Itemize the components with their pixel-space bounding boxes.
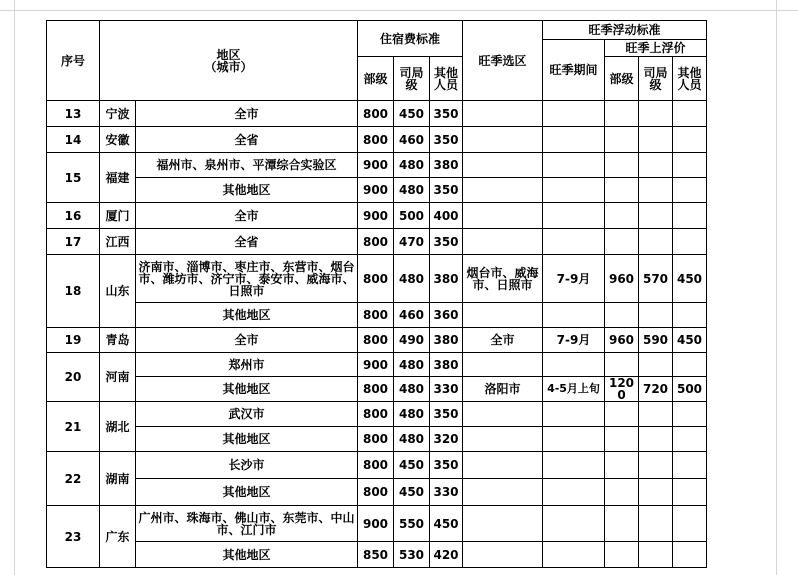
peak-ministry-cell: 960 xyxy=(605,328,639,353)
peak-ministry-cell xyxy=(605,402,639,427)
city-cell: 其他地区 xyxy=(136,178,358,203)
header-ministry: 部级 xyxy=(358,57,394,101)
peak-region-cell xyxy=(463,303,543,328)
peak-region-cell xyxy=(463,178,543,203)
seq-cell: 13 xyxy=(47,101,100,127)
city-cell: 其他地区 xyxy=(136,479,358,506)
bureau-cell: 480 xyxy=(394,427,430,452)
peak-other-cell xyxy=(673,153,707,178)
peak-other-cell xyxy=(673,178,707,203)
peak-period-cell xyxy=(543,353,605,377)
bureau-cell: 450 xyxy=(394,101,430,127)
peak-bureau-cell xyxy=(639,402,673,427)
header-region-sub: （城市） xyxy=(204,59,253,74)
peak-other-cell: 450 xyxy=(673,255,707,303)
peak-region-cell: 洛阳市 xyxy=(463,377,543,402)
ministry-cell: 800 xyxy=(358,303,394,328)
peak-bureau-cell: 570 xyxy=(639,255,673,303)
peak-period-cell xyxy=(543,178,605,203)
seq-cell: 23 xyxy=(47,506,100,568)
peak-other-cell: 500 xyxy=(673,377,707,402)
peak-period-cell: 7-9月 xyxy=(543,328,605,353)
peak-bureau-cell xyxy=(639,229,673,255)
peak-ministry-cell xyxy=(605,229,639,255)
ministry-cell: 850 xyxy=(358,542,394,568)
header-peak-upper: 旺季上浮价 xyxy=(605,40,707,57)
province-cell: 安徽 xyxy=(100,127,136,153)
peak-bureau-cell xyxy=(639,427,673,452)
ministry-cell: 800 xyxy=(358,479,394,506)
other-cell: 350 xyxy=(430,127,463,153)
peak-other-cell: 450 xyxy=(673,328,707,353)
peak-period-cell xyxy=(543,452,605,479)
peak-region-cell xyxy=(463,127,543,153)
peak-period-cell xyxy=(543,101,605,127)
city-cell: 全省 xyxy=(136,127,358,153)
bureau-cell: 450 xyxy=(394,479,430,506)
peak-ministry-cell: 960 xyxy=(605,255,639,303)
table-row xyxy=(47,542,707,568)
table-row xyxy=(47,328,707,353)
bureau-cell: 470 xyxy=(394,229,430,255)
city-cell: 福州市、泉州市、平潭综合实验区 xyxy=(136,153,358,178)
peak-other-cell xyxy=(673,427,707,452)
peak-period-cell xyxy=(543,303,605,328)
peak-bureau-cell xyxy=(639,101,673,127)
seq-cell: 21 xyxy=(47,402,100,452)
city-cell: 广州市、珠海市、佛山市、东莞市、中山市、江门市 xyxy=(136,506,358,542)
peak-other-cell xyxy=(673,542,707,568)
header-bureau: 司局级 xyxy=(394,57,430,101)
peak-region-cell xyxy=(463,479,543,506)
header-peak-ministry: 部级 xyxy=(605,57,639,101)
peak-ministry-cell xyxy=(605,427,639,452)
bureau-cell: 480 xyxy=(394,402,430,427)
ministry-cell: 800 xyxy=(358,101,394,127)
peak-bureau-cell xyxy=(639,542,673,568)
province-cell: 河南 xyxy=(100,353,136,402)
peak-other-cell xyxy=(673,353,707,377)
other-cell: 420 xyxy=(430,542,463,568)
peak-ministry-cell xyxy=(605,479,639,506)
peak-ministry-cell xyxy=(605,303,639,328)
peak-ministry-cell xyxy=(605,127,639,153)
peak-other-cell xyxy=(673,203,707,229)
peak-period-cell: 4-5月上旬 xyxy=(543,377,605,402)
table-row xyxy=(47,427,707,452)
bureau-cell: 450 xyxy=(394,452,430,479)
province-cell: 福建 xyxy=(100,153,136,203)
table-row xyxy=(47,101,707,127)
other-cell: 320 xyxy=(430,427,463,452)
ministry-cell: 800 xyxy=(358,402,394,427)
city-cell: 长沙市 xyxy=(136,452,358,479)
seq-cell: 15 xyxy=(47,153,100,203)
seq-cell: 14 xyxy=(47,127,100,153)
table-row xyxy=(47,479,707,506)
province-cell: 湖北 xyxy=(100,402,136,452)
ministry-cell: 800 xyxy=(358,328,394,353)
peak-ministry-cell xyxy=(605,452,639,479)
peak-period-cell: 7-9月 xyxy=(543,255,605,303)
peak-region-cell xyxy=(463,452,543,479)
table-row xyxy=(47,127,707,153)
other-cell: 350 xyxy=(430,452,463,479)
bureau-cell: 530 xyxy=(394,542,430,568)
peak-ministry-cell xyxy=(605,542,639,568)
other-cell: 380 xyxy=(430,328,463,353)
ministry-cell: 800 xyxy=(358,427,394,452)
ministry-cell: 800 xyxy=(358,377,394,402)
city-cell: 其他地区 xyxy=(136,377,358,402)
peak-ministry-cell xyxy=(605,203,639,229)
table-row xyxy=(47,303,707,328)
peak-ministry-cell xyxy=(605,353,639,377)
seq-cell: 20 xyxy=(47,353,100,402)
header-peak-float: 旺季浮动标准 xyxy=(543,21,707,40)
bureau-cell: 490 xyxy=(394,328,430,353)
ministry-cell: 900 xyxy=(358,506,394,542)
bureau-cell: 460 xyxy=(394,127,430,153)
peak-ministry-cell xyxy=(605,101,639,127)
other-cell: 360 xyxy=(430,303,463,328)
peak-ministry-cell xyxy=(605,178,639,203)
peak-region-cell xyxy=(463,402,543,427)
peak-region-cell xyxy=(463,542,543,568)
seq-cell: 19 xyxy=(47,328,100,353)
province-cell: 宁波 xyxy=(100,101,136,127)
peak-bureau-cell xyxy=(639,506,673,542)
bureau-cell: 550 xyxy=(394,506,430,542)
table-row xyxy=(47,203,707,229)
peak-bureau-cell xyxy=(639,153,673,178)
peak-period-cell xyxy=(543,427,605,452)
other-cell: 350 xyxy=(430,101,463,127)
peak-region-cell xyxy=(463,427,543,452)
peak-bureau-cell: 720 xyxy=(639,377,673,402)
peak-other-cell xyxy=(673,101,707,127)
sheet-gridline xyxy=(0,10,798,11)
seq-cell: 22 xyxy=(47,452,100,506)
peak-bureau-cell xyxy=(639,479,673,506)
peak-bureau-cell xyxy=(639,353,673,377)
peak-region-cell xyxy=(463,153,543,178)
peak-bureau-cell xyxy=(639,127,673,153)
city-cell: 郑州市 xyxy=(136,353,358,377)
other-cell: 350 xyxy=(430,402,463,427)
city-cell: 武汉市 xyxy=(136,402,358,427)
sheet-gridline xyxy=(14,0,15,575)
province-cell: 厦门 xyxy=(100,203,136,229)
peak-ministry-cell xyxy=(605,506,639,542)
table-row xyxy=(47,402,707,427)
peak-region-cell xyxy=(463,506,543,542)
header-peak-period: 旺季期间 xyxy=(543,40,605,101)
seq-cell: 17 xyxy=(47,229,100,255)
ministry-cell: 900 xyxy=(358,353,394,377)
other-cell: 380 xyxy=(430,153,463,178)
bureau-cell: 480 xyxy=(394,377,430,402)
peak-period-cell xyxy=(543,479,605,506)
bureau-cell: 500 xyxy=(394,203,430,229)
bureau-cell: 480 xyxy=(394,353,430,377)
city-cell: 其他地区 xyxy=(136,427,358,452)
other-cell: 330 xyxy=(430,377,463,402)
header-peak-bureau: 司局级 xyxy=(639,57,673,101)
header-peak-region: 旺季选区 xyxy=(463,21,543,101)
peak-other-cell xyxy=(673,303,707,328)
other-cell: 330 xyxy=(430,479,463,506)
header-region-label: 地区 xyxy=(216,47,241,62)
table-row xyxy=(47,377,707,402)
peak-other-cell xyxy=(673,479,707,506)
peak-region-cell xyxy=(463,203,543,229)
table-row xyxy=(47,452,707,479)
ministry-cell: 800 xyxy=(358,255,394,303)
peak-period-cell xyxy=(543,229,605,255)
peak-bureau-cell xyxy=(639,303,673,328)
peak-region-cell: 全市 xyxy=(463,328,543,353)
sheet-gridline xyxy=(776,0,777,575)
city-cell: 全市 xyxy=(136,101,358,127)
table-row xyxy=(47,229,707,255)
ministry-cell: 900 xyxy=(358,153,394,178)
bureau-cell: 480 xyxy=(394,153,430,178)
peak-bureau-cell: 590 xyxy=(639,328,673,353)
peak-period-cell xyxy=(543,506,605,542)
other-cell: 400 xyxy=(430,203,463,229)
table-row xyxy=(47,353,707,377)
peak-region-cell xyxy=(463,101,543,127)
peak-other-cell xyxy=(673,506,707,542)
peak-ministry-cell xyxy=(605,153,639,178)
ministry-cell: 900 xyxy=(358,203,394,229)
header-region xyxy=(100,21,358,101)
ministry-cell: 800 xyxy=(358,127,394,153)
bureau-cell: 460 xyxy=(394,303,430,328)
province-cell: 湖南 xyxy=(100,452,136,506)
peak-bureau-cell xyxy=(639,452,673,479)
city-cell: 其他地区 xyxy=(136,303,358,328)
ministry-cell: 800 xyxy=(358,229,394,255)
province-cell: 江西 xyxy=(100,229,136,255)
ministry-cell: 900 xyxy=(358,178,394,203)
peak-period-cell xyxy=(543,127,605,153)
peak-region-cell: 烟台市、威海市、日照市 xyxy=(463,255,543,303)
seq-cell: 18 xyxy=(47,255,100,328)
table-row xyxy=(47,153,707,178)
lodging-standards-table xyxy=(46,20,707,568)
peak-period-cell xyxy=(543,402,605,427)
city-cell: 其他地区 xyxy=(136,542,358,568)
other-cell: 450 xyxy=(430,506,463,542)
peak-bureau-cell xyxy=(639,203,673,229)
city-cell: 全市 xyxy=(136,203,358,229)
city-cell: 济南市、淄博市、枣庄市、东营市、烟台市、潍坊市、济宁市、泰安市、威海市、日照市 xyxy=(136,255,358,303)
peak-other-cell xyxy=(673,229,707,255)
province-cell: 山东 xyxy=(100,255,136,328)
province-cell: 青岛 xyxy=(100,328,136,353)
table-row xyxy=(47,255,707,303)
peak-period-cell xyxy=(543,153,605,178)
other-cell: 380 xyxy=(430,353,463,377)
seq-cell: 16 xyxy=(47,203,100,229)
city-cell: 全市 xyxy=(136,328,358,353)
other-cell: 350 xyxy=(430,229,463,255)
city-cell: 全省 xyxy=(136,229,358,255)
header-other: 其他人员 xyxy=(430,57,463,101)
other-cell: 380 xyxy=(430,255,463,303)
header-lodging: 住宿费标准 xyxy=(358,21,463,57)
peak-region-cell xyxy=(463,353,543,377)
province-cell: 广东 xyxy=(100,506,136,568)
other-cell: 350 xyxy=(430,178,463,203)
bureau-cell: 480 xyxy=(394,178,430,203)
header-seq: 序号 xyxy=(47,21,100,101)
peak-period-cell xyxy=(543,203,605,229)
peak-region-cell xyxy=(463,229,543,255)
peak-other-cell xyxy=(673,452,707,479)
peak-other-cell xyxy=(673,402,707,427)
table-row xyxy=(47,506,707,542)
table-row xyxy=(47,178,707,203)
peak-other-cell xyxy=(673,127,707,153)
peak-bureau-cell xyxy=(639,178,673,203)
bureau-cell: 480 xyxy=(394,255,430,303)
ministry-cell: 800 xyxy=(358,452,394,479)
peak-period-cell xyxy=(543,542,605,568)
peak-ministry-cell: 1200 xyxy=(605,377,639,402)
header-peak-other: 其他人员 xyxy=(673,57,707,101)
